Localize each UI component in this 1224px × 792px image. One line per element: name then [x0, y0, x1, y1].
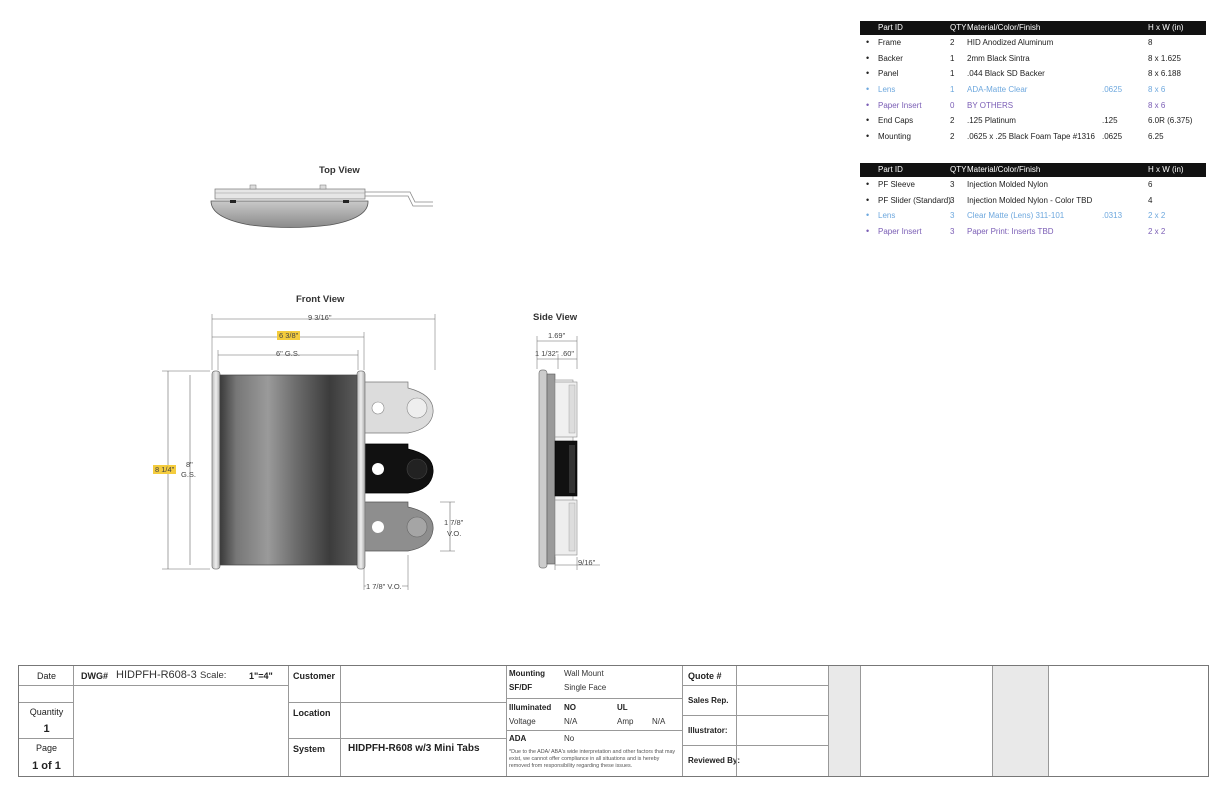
dim-height-wrap — [153, 465, 176, 474]
row-thickness: .0313 — [1102, 211, 1123, 221]
ul-label: UL — [617, 703, 628, 712]
mounting-label: Mounting — [509, 669, 545, 678]
row-thickness: .0625 — [1102, 132, 1123, 142]
reviewed-row — [683, 746, 829, 776]
row-qty: 2 — [950, 116, 955, 126]
system-value: HIDPFH-R608 w/3 Mini Tabs — [348, 743, 480, 754]
row-material: BY OTHERS — [967, 100, 1014, 110]
customer-label-cell — [289, 666, 341, 703]
row-material: Paper Print: Inserts TBD — [967, 227, 1054, 237]
voltage-value: N/A — [564, 717, 578, 726]
table-row — [860, 35, 1206, 51]
row-part: Frame — [878, 38, 902, 47]
row-qty: 3 — [950, 180, 955, 189]
row-qty: 1 — [950, 69, 955, 79]
row-material: Injection Molded Nylon - Color TBD — [967, 195, 1093, 205]
row-material: Injection Molded Nylon — [967, 180, 1048, 189]
reviewed-label: Reviewed By: — [688, 756, 741, 765]
blank-box-1 — [861, 666, 993, 776]
row-bullet: • — [866, 68, 870, 79]
row-hw: 2 x 2 — [1148, 227, 1166, 237]
sales-row — [683, 686, 829, 716]
dwg-label: DWG# — [81, 671, 108, 681]
sales-label: Sales Rep. — [688, 696, 729, 705]
sfdf-value: Single Face — [564, 683, 607, 692]
row-part: End Caps — [878, 116, 914, 126]
parts-table-1 — [860, 21, 1206, 145]
table-row — [860, 224, 1206, 240]
table-row — [860, 208, 1206, 224]
dim-width: 6 3/8" — [279, 331, 299, 340]
dim-tab-vo-width: 1 7/8" V.O. — [366, 582, 402, 591]
table-row — [860, 129, 1206, 145]
dim-tab-vo-height-1: 1 7/8" — [444, 518, 464, 527]
sfdf-label: SF/DF — [509, 683, 533, 692]
dim-overall-width: 9 3/16" — [308, 313, 332, 322]
parts-table-header — [860, 163, 1206, 177]
row-material: .0625 x .25 Black Foam Tape #1316 — [967, 132, 1095, 142]
row-part: PF Slider (Standard) — [878, 195, 951, 205]
row-qty: 2 — [950, 38, 955, 47]
table-row — [860, 51, 1206, 67]
date-label: Date — [19, 666, 74, 686]
header-hw: H x W (in) — [1148, 165, 1184, 174]
header-part-id: Part ID — [878, 165, 903, 174]
row-part: Paper Insert — [878, 100, 922, 110]
approvals-column — [683, 666, 829, 776]
table-row — [860, 177, 1206, 193]
table-row — [860, 98, 1206, 114]
customer-value — [341, 666, 507, 703]
row-part: PF Sleeve — [878, 180, 915, 189]
dim-side-sub1: 1 1/32" — [535, 349, 559, 358]
row-bullet: • — [866, 99, 870, 110]
illustrator-row — [683, 716, 829, 746]
location-label-cell — [289, 703, 341, 739]
dim-gs-width: 6" G.S. — [276, 349, 300, 358]
system-label-cell — [289, 739, 341, 776]
row-hw: 8 x 6 — [1148, 85, 1166, 95]
top-view-title: Top View — [319, 165, 360, 176]
title-block — [18, 665, 1209, 777]
row-bullet: • — [866, 194, 870, 205]
side-view-title: Side View — [533, 312, 578, 323]
specs-column — [507, 666, 683, 776]
row-material: HID Anodized Aluminum — [967, 38, 1054, 47]
row-qty: 0 — [950, 100, 955, 110]
illustrator-value — [736, 716, 829, 746]
location-value — [341, 703, 507, 739]
ada-disclaimer: *Due to the ADA/ ABA's wide interpretation and other factors that may exist, we cannot offer compliance in all situations and is hereby removed from responsibility regarding these issues. — [509, 749, 676, 769]
dim-tab-vo-height-2: V.O. — [447, 529, 462, 538]
row-material: .125 Platinum — [967, 116, 1016, 126]
scale-value: 1"=4" — [249, 671, 273, 681]
row-part: Panel — [878, 69, 899, 79]
row-bullet: • — [866, 210, 870, 221]
header-material: Material/Color/Finish — [967, 23, 1041, 32]
mounting-value: Wall Mount — [564, 669, 604, 678]
quantity-value: 1 — [43, 723, 50, 735]
row-material: ADA-Matte Clear — [967, 85, 1028, 95]
row-material: Clear Matte (Lens) 311-101 — [967, 211, 1065, 221]
electrical-row — [507, 699, 683, 731]
customer-column — [289, 666, 507, 776]
row-qty: 3 — [950, 211, 955, 221]
row-hw: 6.0R (6.375) — [1148, 116, 1193, 126]
top-view-drawing — [205, 180, 440, 230]
header-material: Material/Color/Finish — [967, 165, 1041, 174]
row-material: .044 Black SD Backer — [967, 69, 1045, 79]
row-hw: 8 x 6.188 — [1148, 69, 1181, 79]
dim-side-tab: 9/16" — [578, 558, 596, 567]
amp-label: Amp — [617, 717, 634, 726]
location-label: Location — [293, 708, 331, 718]
row-part: Lens — [878, 211, 896, 221]
amp-value: N/A — [652, 717, 666, 726]
row-hw: 8 — [1148, 38, 1153, 47]
table-row — [860, 113, 1206, 129]
quote-row — [683, 666, 829, 686]
dwg-row — [74, 666, 289, 686]
row-part: Backer — [878, 53, 903, 63]
ada-value: No — [564, 734, 575, 743]
row-bullet: • — [866, 131, 870, 142]
row-qty: 1 — [950, 85, 955, 95]
row-qty: 1 — [950, 53, 955, 63]
header-hw: H x W (in) — [1148, 23, 1184, 32]
quote-value — [736, 666, 829, 686]
side-view-drawing — [525, 325, 605, 575]
dim-width-wrap — [277, 331, 300, 340]
voltage-label: Voltage — [509, 717, 536, 726]
table-row — [860, 193, 1206, 209]
row-part: Mounting — [878, 132, 911, 142]
ada-label: ADA — [509, 734, 527, 743]
blank-strip-2 — [993, 666, 1049, 776]
row-bullet: • — [866, 226, 870, 237]
row-part: Lens — [878, 85, 896, 95]
dim-height: 8 1/4" — [155, 465, 175, 474]
table-row — [860, 82, 1206, 98]
page-label: Page — [19, 738, 74, 756]
row-hw: 2 x 2 — [1148, 211, 1166, 221]
table-row — [860, 66, 1206, 82]
parts-table-2 — [860, 163, 1206, 240]
row-qty: 3 — [950, 227, 955, 237]
row-qty: 2 — [950, 132, 955, 142]
reviewed-value — [736, 746, 829, 776]
row-hw: 6.25 — [1148, 132, 1164, 142]
front-view-title: Front View — [296, 294, 345, 305]
row-bullet: • — [866, 52, 870, 63]
row-hw: 4 — [1148, 195, 1153, 205]
scale-label: Scale: — [200, 670, 227, 681]
quote-label: Quote # — [688, 671, 722, 681]
illuminated-value: NO — [564, 703, 576, 712]
row-bullet: • — [866, 84, 870, 95]
ada-row — [507, 731, 683, 747]
mounting-row — [507, 666, 683, 699]
blank-box-2 — [1049, 666, 1208, 776]
row-qty: 3 — [950, 195, 955, 205]
system-label: System — [293, 744, 326, 754]
front-view-drawing — [150, 305, 480, 595]
illustrator-label: Illustrator: — [688, 726, 728, 735]
row-hw: 8 x 1.625 — [1148, 53, 1181, 63]
row-thickness: .0625 — [1102, 85, 1123, 95]
blank-strip-1 — [829, 666, 861, 776]
row-thickness: .125 — [1102, 116, 1118, 126]
row-bullet: • — [866, 179, 870, 189]
parts-table-header — [860, 21, 1206, 35]
customer-label: Customer — [293, 671, 336, 681]
row-bullet: • — [866, 37, 870, 47]
row-hw: 6 — [1148, 180, 1153, 189]
dim-gs-height-2: G.S. — [181, 470, 197, 479]
illuminated-label: Illuminated — [509, 703, 552, 712]
header-qty: QTY — [950, 165, 967, 174]
row-bullet: • — [866, 115, 870, 126]
header-part-id: Part ID — [878, 23, 903, 32]
sales-value — [736, 686, 829, 716]
header-qty: QTY — [950, 23, 967, 32]
info-column — [19, 666, 74, 776]
row-part: Paper Insert — [878, 227, 922, 237]
dim-side-sub2: .60" — [561, 349, 575, 358]
page-value: 1 of 1 — [32, 760, 61, 772]
row-hw: 8 x 6 — [1148, 100, 1166, 110]
dim-side-depth: 1.69" — [548, 331, 566, 340]
dwg-value: HIDPFH-R608-3 — [116, 669, 197, 681]
quantity-label: Quantity — [19, 702, 74, 720]
dim-gs-height-1: 8" — [186, 460, 193, 469]
dwg-column — [74, 666, 289, 776]
row-material: 2mm Black Sintra — [967, 53, 1030, 63]
